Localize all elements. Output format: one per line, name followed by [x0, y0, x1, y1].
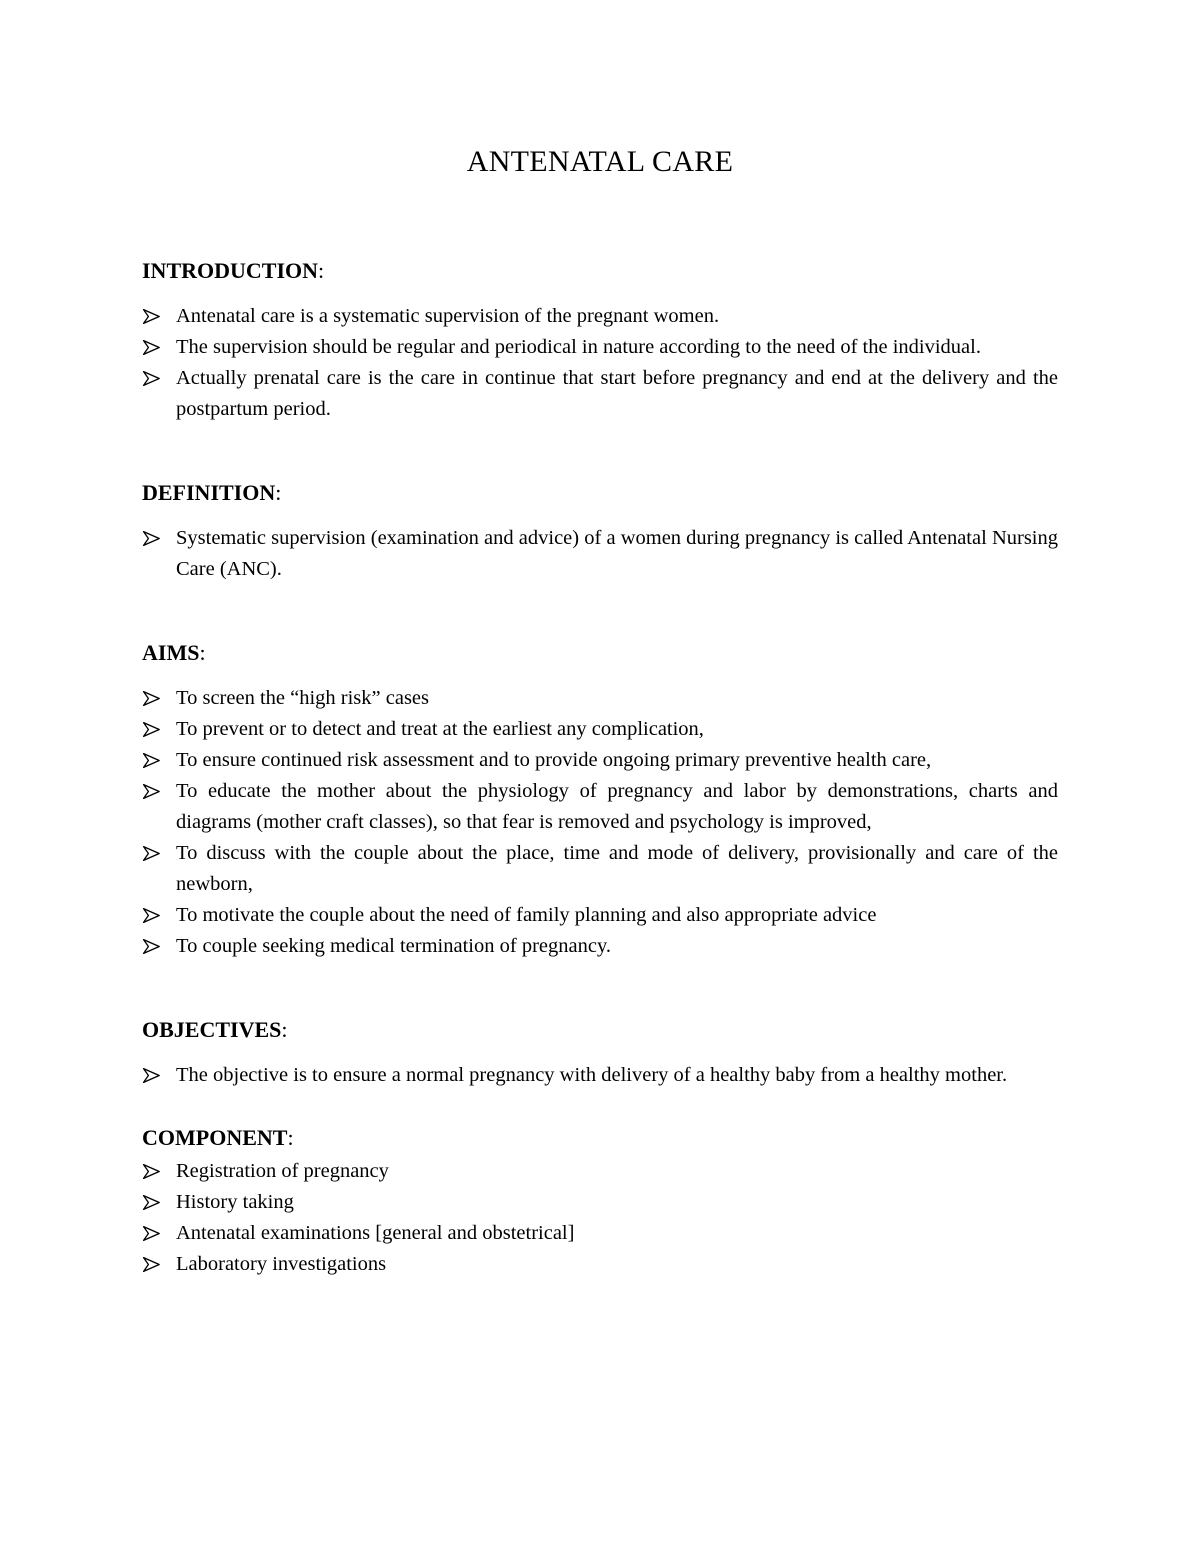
- arrowhead-bullet-icon: [143, 900, 163, 931]
- list-item-text: Actually prenatal care is the care in continue that start before pregnancy and end at the delivery and the postpartum period.: [176, 367, 1058, 420]
- list-item: [142, 745, 1058, 776]
- list-item-text: Antenatal examinations [general and obstetrical]: [176, 1222, 575, 1244]
- list-item: [142, 332, 1058, 363]
- section-objectives: [142, 1014, 1058, 1091]
- heading-text: INTRODUCTION: [142, 258, 319, 283]
- list-item: [142, 714, 1058, 745]
- list-item: [142, 1060, 1058, 1091]
- arrowhead-bullet-icon: [143, 838, 163, 869]
- arrowhead-bullet-icon: [143, 1218, 163, 1249]
- list-item: [142, 683, 1058, 714]
- section-aims: [142, 637, 1058, 962]
- section-heading-objectives: [142, 1014, 1058, 1046]
- list-item-text: To couple seeking medical termination of pregnancy.: [176, 935, 611, 957]
- arrowhead-bullet-icon: [143, 776, 163, 807]
- arrowhead-bullet-icon: [143, 714, 163, 745]
- arrowhead-bullet-icon: [143, 931, 163, 962]
- section-heading-definition: [142, 477, 1058, 509]
- list-item: [142, 838, 1058, 900]
- heading-text: COMPONENT: [142, 1125, 288, 1150]
- bullet-list-component: [142, 1156, 1058, 1280]
- list-item-text: History taking: [176, 1191, 294, 1213]
- section-heading-aims: [142, 637, 1058, 669]
- list-item: [142, 363, 1058, 425]
- list-item-text: To motivate the couple about the need of family planning and also appropriate advice: [176, 904, 877, 926]
- list-item: [142, 776, 1058, 838]
- arrowhead-bullet-icon: [143, 1187, 163, 1218]
- list-item-text: Registration of pregnancy: [176, 1160, 389, 1182]
- document-title: ANTENATAL CARE: [466, 145, 734, 178]
- bullet-list-definition: [142, 523, 1058, 585]
- list-item: [142, 931, 1058, 962]
- heading-colon: :: [275, 480, 282, 505]
- list-item-text: The objective is to ensure a normal pregnancy with delivery of a healthy baby from a healthy mother.: [176, 1064, 1008, 1086]
- list-item-text: Laboratory investigations: [176, 1253, 387, 1275]
- list-item-text: To educate the mother about the physiology of pregnancy and labor by demonstrations, charts and diagrams (mother craft classes), so that fear is removed and psychology is improved,: [176, 780, 1058, 833]
- list-item-text: To prevent or to detect and treat at the earliest any complication,: [176, 718, 704, 740]
- list-item-text: Antenatal care is a systematic supervision of the pregnant women.: [176, 305, 720, 327]
- list-item-text: To ensure continued risk assessment and to provide ongoing primary preventive health care,: [176, 749, 932, 771]
- list-item: [142, 1187, 1058, 1218]
- heading-colon: :: [281, 1017, 288, 1042]
- arrowhead-bullet-icon: [143, 332, 163, 363]
- list-item: [142, 1249, 1058, 1280]
- section-introduction: [142, 255, 1058, 425]
- heading-colon: :: [199, 640, 206, 665]
- arrowhead-bullet-icon: [143, 1156, 163, 1187]
- heading-text: DEFINITION: [142, 480, 276, 505]
- list-item: [142, 301, 1058, 332]
- arrowhead-bullet-icon: [143, 1249, 163, 1280]
- list-item-text: To screen the “high risk” cases: [176, 687, 430, 709]
- heading-text: AIMS: [142, 640, 200, 665]
- list-item: [142, 1156, 1058, 1187]
- heading-colon: :: [318, 258, 325, 283]
- list-item: [142, 1218, 1058, 1249]
- arrowhead-bullet-icon: [143, 301, 163, 332]
- section-heading-component: [142, 1122, 1058, 1154]
- section-definition: [142, 477, 1058, 585]
- heading-text: OBJECTIVES: [142, 1017, 282, 1042]
- section-heading-introduction: [142, 255, 1058, 287]
- list-item-text: Systematic supervision (examination and advice) of a women during pregnancy is called Antenatal Nursing Care (ANC).: [176, 527, 1058, 580]
- arrowhead-bullet-icon: [143, 363, 163, 394]
- arrowhead-bullet-icon: [143, 683, 163, 714]
- list-item: [142, 900, 1058, 931]
- arrowhead-bullet-icon: [143, 745, 163, 776]
- arrowhead-bullet-icon: [143, 523, 163, 554]
- list-item: [142, 523, 1058, 585]
- section-component: [142, 1122, 1058, 1280]
- arrowhead-bullet-icon: [143, 1060, 163, 1091]
- bullet-list-aims: [142, 683, 1058, 962]
- heading-colon: :: [287, 1125, 294, 1150]
- list-item-text: To discuss with the couple about the place, time and mode of delivery, provisionally and care of the newborn,: [176, 842, 1058, 895]
- bullet-list-objectives: [142, 1060, 1058, 1091]
- list-item-text: The supervision should be regular and periodical in nature according to the need of the individual.: [176, 336, 981, 358]
- bullet-list-introduction: [142, 301, 1058, 425]
